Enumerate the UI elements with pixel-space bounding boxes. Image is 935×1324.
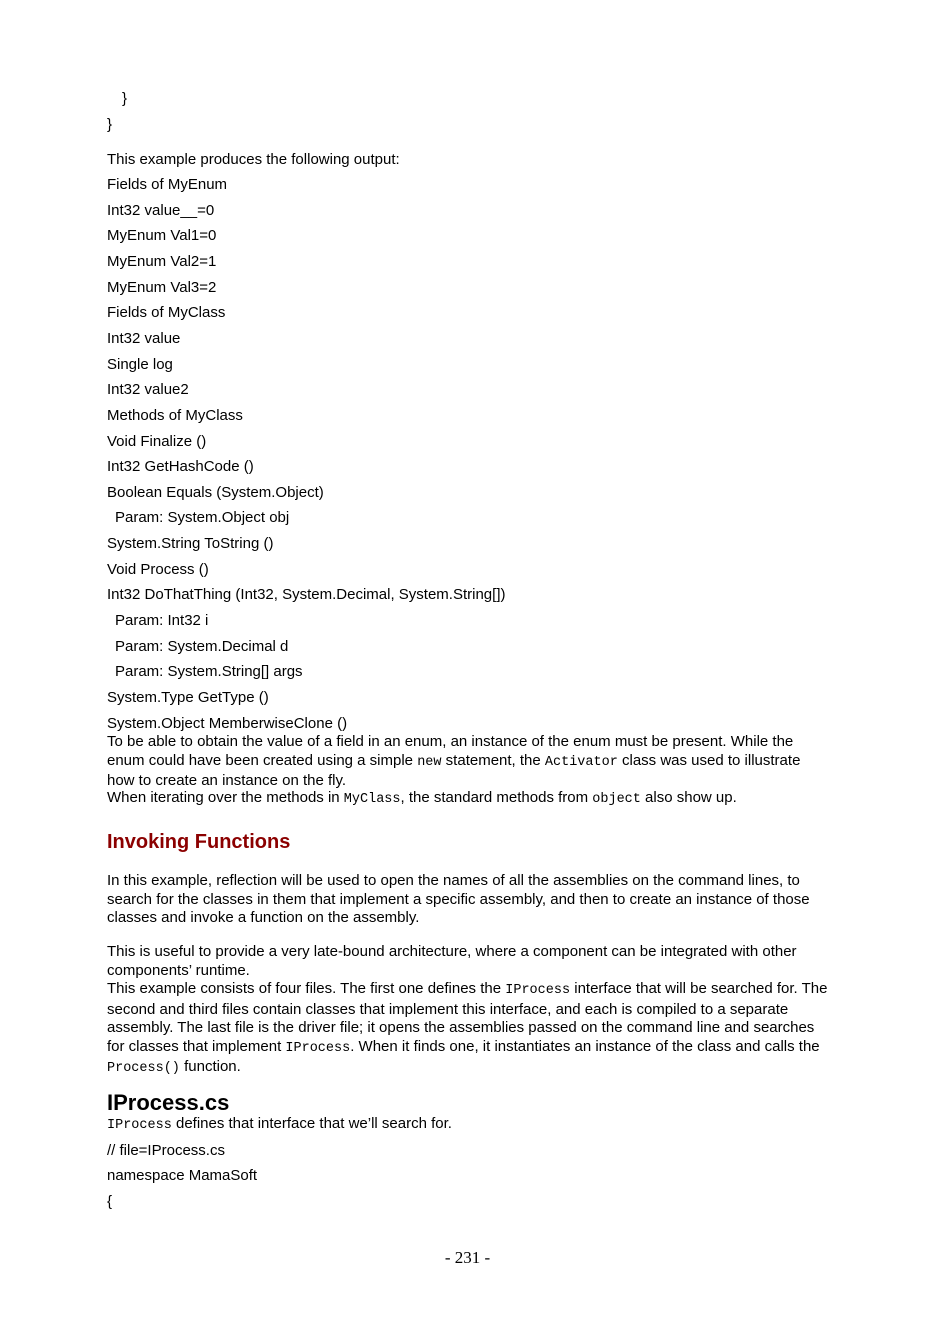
inline-code-activator: Activator: [544, 754, 618, 770]
heading-iprocess-cs: IProcess.cs: [107, 1090, 230, 1115]
code-closing-brace-outer: }: [107, 116, 113, 133]
inline-code-myclass: MyClass: [343, 792, 401, 807]
output-line: Int32 DoThatThing (Int32, System.Decimal, System.String[]): [107, 586, 506, 604]
output-line: Int32 value: [107, 329, 181, 347]
code-closing-brace-inner: }: [122, 90, 128, 107]
output-line: Boolean Equals (System.Object): [107, 483, 324, 501]
paragraph-iterating: When iterating over the methods in MyClass, the standard methods from object also show up.: [107, 789, 737, 807]
code-line-namespace: namespace MamaSoft: [107, 1167, 258, 1184]
code-line-file-comment: // file=IProcess.cs: [107, 1142, 225, 1159]
page-number: - 231 -: [444, 1248, 491, 1267]
output-line: System.Object MemberwiseClone (): [107, 714, 348, 732]
output-line: Fields of MyClass: [107, 304, 226, 322]
output-line: System.String ToString (): [107, 535, 274, 553]
output-line: Void Process (): [107, 560, 209, 578]
paragraph-files: This example consists of four files. The first one defines the IProcess interface that will be searched for. The second and third files contain classes that implement this interface, and each is compiled to a separate assembly. The last file is the driver file; it opens the assemblies passed on the command line and searches for classes that implement IProcess. When it finds one, it instantiates an instance of the class and calls the Process() function.: [107, 980, 828, 1076]
output-line: System.Type GetType (): [107, 689, 269, 706]
output-line: MyEnum Val3=2: [107, 278, 217, 296]
output-line: Methods of MyClass: [107, 406, 243, 424]
output-line: Param: Int32 i: [115, 612, 209, 630]
inline-code-iprocess: IProcess: [285, 1040, 351, 1056]
heading-invoking-functions: Invoking Functions: [107, 831, 291, 853]
output-line: Void Finalize (): [107, 432, 207, 450]
paragraph-defines: IProcess defines that interface that we’ll search for.: [107, 1115, 452, 1133]
output-line: Int32 value__=0: [107, 201, 215, 219]
output-line: Int32 value2: [107, 381, 189, 399]
output-line: MyEnum Val2=1: [107, 252, 217, 270]
code-line-open-brace: {: [107, 1193, 113, 1210]
paragraph-activator: To be able to obtain the value of a field in an enum, an instance of the enum must be present. While the enum could have been created using a simple new statement, the Activator class was used to illustrate how to create an instance on the fly.: [107, 733, 801, 789]
inline-code-new: new: [417, 754, 442, 770]
inline-code-object: object: [592, 792, 641, 807]
output-line: Param: System.Object obj: [115, 509, 290, 527]
output-line: Int32 GetHashCode (): [107, 458, 254, 476]
inline-code-iprocess: IProcess: [107, 1118, 172, 1133]
output-line: Fields of MyEnum: [107, 176, 228, 193]
output-intro: This example produces the following output:: [107, 151, 400, 168]
output-line: Single log: [107, 355, 173, 373]
output-line: Param: System.String[] args: [115, 663, 303, 681]
inline-code-process: Process(): [107, 1061, 180, 1076]
inline-code-iprocess: IProcess: [505, 983, 571, 998]
output-line: MyEnum Val1=0: [107, 227, 217, 245]
paragraph-example: In this example, reflection will be used to open the names of all the assemblies on the command lines, to search for the classes in them that implement a specific assembly, and then to create an instance of those classes and invoke a function on the assembly.: [107, 872, 810, 926]
output-line: Param: System.Decimal d: [115, 637, 289, 655]
paragraph-useful: This is useful to provide a very late-bound architecture, where a component can be integrated with other components’ runtime.: [107, 943, 797, 979]
